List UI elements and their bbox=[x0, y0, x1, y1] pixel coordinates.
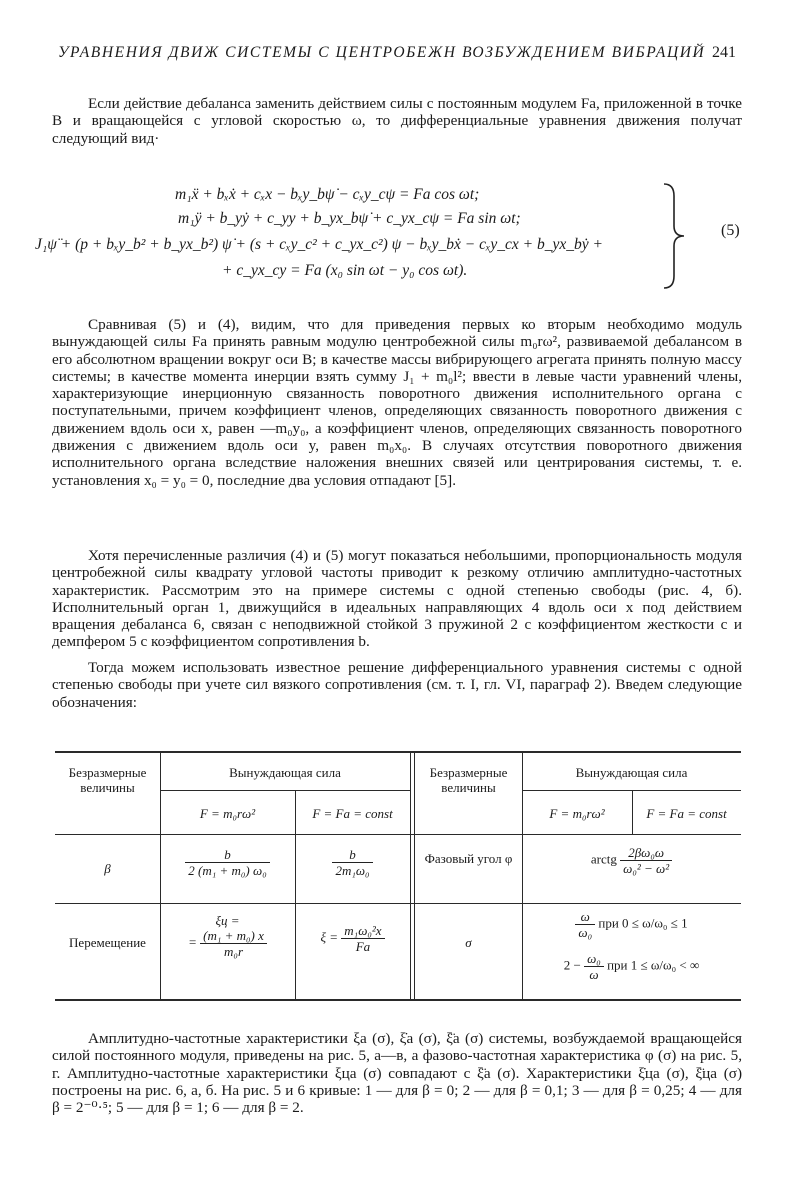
sigma1-den: ω₀ bbox=[578, 925, 593, 940]
subheader-f-const: F = Fa = const bbox=[312, 806, 393, 821]
phase-den: ω₀² − ω² bbox=[623, 861, 670, 876]
paragraph-4 bbox=[52, 659, 742, 711]
sigma2-num: ω₀ bbox=[584, 951, 604, 967]
paragraph-5 bbox=[52, 1030, 742, 1116]
sigma-cond-1: при 0 ≤ ω/ω₀ ≤ 1 bbox=[598, 915, 688, 931]
row-beta-label: β bbox=[104, 861, 111, 876]
phase-angle-label: Фазовый угол φ bbox=[424, 851, 513, 866]
displacement-centrifugal-formula: ξц = = $\frac{\text{(m₁ + m₀) x}}{\text{m₀r}}$ bbox=[160, 913, 295, 959]
header-dimensionless: Безразмерные величины bbox=[68, 765, 147, 795]
xi-c-num: (m₁ + m₀) x bbox=[200, 928, 267, 944]
paragraph-5-text: Амплитудно-частотные характеристики ξa (σ), ξ̇a (σ), ξ̈a (σ) системы, возбуждаемой вращающейся силой постоянного модуля, приведены на рис. 5, а—в, а фазово-частотная характеристика φ (σ) на рис. 5, г. Амплитудно-частотные характеристики ξца (σ) совпадают с ξ̈a (σ). Характеристики ξ̇ца (σ), ξ̈ца (σ) построены на рис. 6, а, б. На рис. 5 и 6 кривые: 1 — для β = 0; 2 — для β = 0,1; 3 — для β = 0,25; 4 — для β = 2⁻⁰·⁵; 5 — для β = 1; 6 — для β = 2. bbox=[52, 1030, 742, 1117]
sigma-label: σ bbox=[465, 935, 472, 950]
header-dimensionless-2: Безразмерные величины bbox=[429, 765, 508, 795]
xi-c-lhs: ξц = bbox=[215, 913, 240, 928]
xi-num: m₁ω₀²x bbox=[341, 923, 384, 939]
beta-const-formula bbox=[295, 847, 410, 878]
subheader-f-const-2: F = Fa = const bbox=[646, 806, 727, 821]
equation-line-2: m₁ÿ + b_yẏ + c_yy + b_yx_bψ̇ + c_yx_cψ = Fa sin ωt; bbox=[178, 210, 521, 227]
equation-number: (5) bbox=[721, 222, 740, 239]
header-forcing-force: Вынуждающая сила bbox=[229, 765, 341, 780]
paragraph-2 bbox=[52, 316, 742, 489]
sigma2-den: ω bbox=[589, 967, 599, 982]
sigma2-pre: 2 − bbox=[563, 957, 581, 973]
paragraph-4-text: Тогда можем использовать известное решение дифференциального уравнения системы с одной степенью свободы при учете сил вязкого сопротивления (см. т. I, гл. VI, параграф 2). Введем следующие обозначения: bbox=[52, 659, 742, 711]
beta-f2-num: b bbox=[332, 847, 372, 863]
arctg-text: arctg bbox=[590, 851, 617, 867]
beta-f1-num: b bbox=[185, 847, 269, 863]
running-header: УРАВНЕНИЯ ДВИЖ СИСТЕМЫ С ЦЕНТРОБЕЖН ВОЗБУЖДЕНИЕМ ВИБРАЦИЙ bbox=[58, 44, 706, 61]
notation-table bbox=[55, 751, 741, 1001]
displacement-const-formula bbox=[295, 923, 410, 954]
beta-centrifugal-formula bbox=[160, 847, 295, 878]
page-number: 241 bbox=[712, 44, 736, 61]
subheader-f-centrifugal-2: F = m₀rω² bbox=[549, 806, 605, 821]
equation-line-4: + c_yx_cy = Fa (x₀ sin ωt − y₀ cos ωt). bbox=[222, 262, 468, 279]
xi-den: Fa bbox=[355, 939, 371, 954]
phase-angle-formula bbox=[522, 845, 741, 876]
sigma-cond-2: при 1 ≤ ω/ω₀ < ∞ bbox=[607, 957, 700, 973]
right-brace bbox=[660, 182, 690, 290]
sigma1-num: ω bbox=[575, 909, 595, 925]
paragraph-2-text: Сравнивая (5) и (4), видим, что для приведения первых ко вторым необходимо модуль вынуждающей силы Fa принять равным модулю центробежной силы m₀rω², развиваемой дебалансом в его абсолютном вращении вокруг оси B; в качестве массы вибрирующего агрегата принять полную массу системы; в качестве момента инерции взять сумму J₁ + m₀l²; ввести в левые части уравнений члены, характеризующие инерционную связанность поворотного движения исполнительного органа с поступательными, причем коэффициент членов, определяющих связанность поворотного движения с движением вдоль оси x, равен —m₀y₀, а коэффициент членов, определяющих связанность поворотного движения с движением вдоль оси y, равен m₀x₀. В случаях отсутствия поворотного движения исполнительного органа вследствие наложения внешних связей или центрирования системы, т. е. установления x₀ = y₀ = 0, последние два условия отпадают [5]. bbox=[52, 316, 742, 489]
paragraph-3 bbox=[52, 547, 742, 651]
sigma-formula-1 bbox=[522, 909, 741, 940]
sigma-formula-2 bbox=[522, 951, 741, 982]
paragraph-3-text: Хотя перечисленные различия (4) и (5) могут показаться небольшими, пропорциональность модуля центробежной силы квадрату угловой частоты приводит к резкому отличию амплитудно-частотных характеристик. Рассмотрим это на примере системы с одной степенью свободы (рис. 4, б). Исполнительный орган 1, движущийся в идеальных направляющих 4 вдоль оси x под действием вращения дебаланса 6, связан с неподвижной стойкой 3 пружиной 2 с коэффициентом жесткости c и демпфером 5 с коэффициентом сопротивления b. bbox=[52, 547, 742, 651]
xi-c-den: m₀r bbox=[224, 944, 243, 959]
intro-text: Если действие дебаланса заменить действием силы с постоянным модулем Fa, приложенной в точке B и вращающейся с угловой скоростью ω, то дифференциальные уравнения движения получат следующий вид· bbox=[52, 95, 742, 147]
phase-num: 2βω₀ω bbox=[620, 845, 672, 861]
beta-f1-den: 2 (m₁ + m₀) ω₀ bbox=[188, 863, 267, 878]
xi-lhs: ξ = bbox=[320, 929, 339, 945]
row-displacement-label: Перемещение bbox=[69, 935, 146, 950]
header-forcing-force-2: Вынуждающая сила bbox=[575, 765, 688, 780]
subheader-f-centrifugal: F = m₀rω² bbox=[199, 806, 256, 821]
beta-f2-den: 2m₁ω₀ bbox=[335, 863, 370, 878]
equation-line-3: J₁ψ̈ + (p + bₓy_b² + b_yx_b²) ψ̇ + (s + cₓy_c² + c_yx_c²) ψ − bₓy_bẋ − cₓy_cx + b_yx_bẏ + bbox=[35, 236, 603, 253]
intro-paragraph bbox=[52, 95, 742, 147]
equation-line-1: m₁ẍ + bₓẋ + cₓx − bₓy_bψ̇ − cₓy_cψ = Fa cos ωt; bbox=[175, 186, 480, 203]
